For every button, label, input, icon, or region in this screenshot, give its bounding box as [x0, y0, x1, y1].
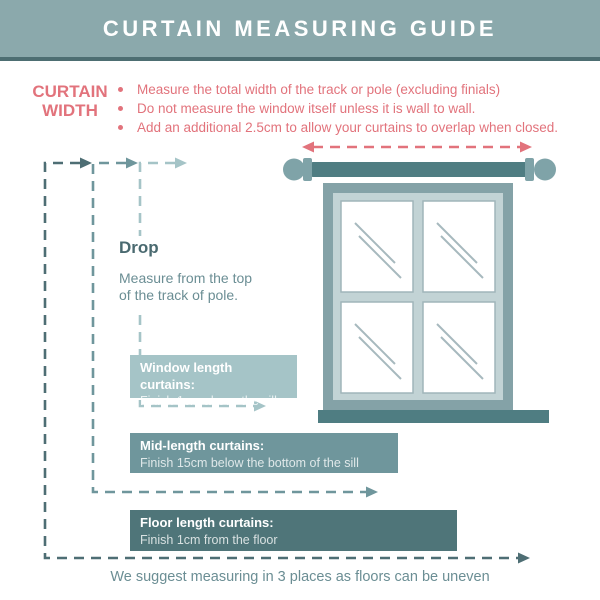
- mid-length-label-box: [130, 433, 398, 473]
- window-pane: [423, 201, 495, 292]
- bullet-text: Measure the total width of the track or pole (excluding finials): [137, 82, 501, 97]
- drop-section: [117, 236, 287, 314]
- arrowhead-icon: [518, 553, 530, 564]
- drop-description-line1: Measure from the top: [119, 270, 253, 286]
- window-illustration: [318, 183, 549, 423]
- bullet-text: Do not measure the window itself unless it is wall to wall.: [137, 101, 476, 116]
- finial-left-icon: [283, 159, 305, 181]
- curtain-width-label-line1: CURTAIN: [32, 82, 108, 101]
- label-subtitle: Finish 15cm below the bottom of the sill: [140, 455, 359, 470]
- page-title: CURTAIN MEASURING GUIDE: [102, 15, 498, 41]
- window-pane: [341, 201, 413, 292]
- arrowhead-icon: [126, 158, 138, 169]
- window-sill: [318, 410, 549, 423]
- arrowhead-right-icon: [520, 142, 532, 153]
- arrowhead-icon: [366, 487, 378, 498]
- pole-width-arrow: [302, 142, 532, 153]
- drop-heading: Drop: [119, 238, 159, 257]
- label-title: Floor length curtains:: [140, 515, 274, 530]
- finial-bracket-right: [525, 158, 534, 181]
- label-subtitle: Finish 1cm above the sill: [140, 394, 277, 408]
- arrowhead-left-icon: [302, 142, 314, 153]
- window-pane: [341, 302, 413, 393]
- window-length-label-box: [130, 355, 297, 408]
- arrowhead-icon: [80, 158, 92, 169]
- label-title: Mid-length curtains:: [140, 438, 265, 453]
- pole-bar: [311, 162, 527, 177]
- finial-right-icon: [534, 159, 556, 181]
- curtain-width-label-line2: WIDTH: [42, 100, 98, 120]
- label-subtitle: Finish 1cm from the floor: [140, 532, 278, 547]
- window-pane: [423, 302, 495, 393]
- bullet-text: Add an additional 2.5cm to allow your curtains to overlap when closed.: [137, 120, 558, 135]
- floor-length-label-box: [130, 510, 457, 551]
- arrowhead-icon: [175, 158, 187, 169]
- label-title: Window length curtains:: [140, 360, 233, 392]
- drop-description-line2: of the track of pole.: [119, 287, 239, 303]
- curtain-pole: [283, 158, 556, 181]
- footer-note: We suggest measuring in 3 places as floors can be uneven: [110, 569, 490, 585]
